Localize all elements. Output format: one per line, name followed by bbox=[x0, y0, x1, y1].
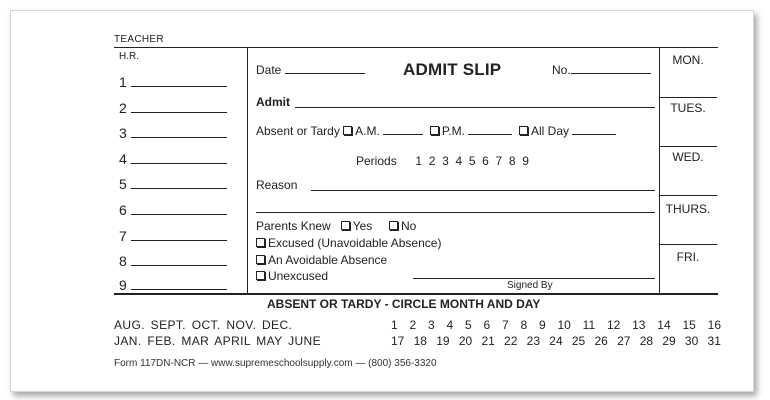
day-number[interactable]: 6 bbox=[483, 318, 491, 332]
day-number[interactable]: 29 bbox=[662, 334, 676, 348]
avoidable-checkbox[interactable] bbox=[256, 255, 265, 264]
day-number[interactable]: 19 bbox=[436, 334, 450, 348]
hr-row-number: 8 bbox=[119, 253, 127, 269]
day-friday[interactable]: FRI. bbox=[676, 250, 700, 264]
day-number[interactable]: 15 bbox=[682, 318, 696, 332]
excused-label: Excused (Unavoidable Absence) bbox=[268, 236, 442, 250]
date-label: Date bbox=[256, 63, 282, 77]
day-number[interactable]: 13 bbox=[632, 318, 646, 332]
form-info: Form 117DN-NCR — www.supremeschoolsupply.com — (800) 356-3320 bbox=[114, 358, 437, 369]
day-number[interactable]: 9 bbox=[539, 318, 546, 332]
number-field[interactable] bbox=[552, 63, 651, 77]
day-number[interactable]: 7 bbox=[502, 318, 509, 332]
reason-line-1[interactable] bbox=[311, 190, 655, 191]
number-line bbox=[571, 63, 651, 74]
hr-row-line bbox=[131, 279, 227, 290]
excused-checkbox[interactable] bbox=[256, 238, 265, 247]
day-number[interactable]: 11 bbox=[582, 318, 596, 332]
day-number[interactable]: 24 bbox=[549, 334, 563, 348]
day-number[interactable]: 4 bbox=[446, 318, 454, 332]
day-separator bbox=[659, 146, 717, 147]
day-number[interactable]: 30 bbox=[684, 334, 699, 348]
unexcused-checkbox[interactable] bbox=[256, 271, 265, 280]
hr-row-6[interactable] bbox=[119, 202, 227, 218]
period-4[interactable]: 4 bbox=[455, 154, 463, 168]
reason-line-2[interactable] bbox=[256, 212, 655, 213]
hr-row-line bbox=[131, 102, 227, 113]
number-label: No. bbox=[552, 63, 571, 77]
day-number[interactable]: 5 bbox=[465, 318, 472, 332]
period-6[interactable]: 6 bbox=[482, 154, 489, 168]
top-rule bbox=[114, 47, 718, 48]
excused-option[interactable] bbox=[256, 236, 441, 250]
period-3[interactable]: 3 bbox=[442, 154, 449, 168]
hr-row-4[interactable] bbox=[119, 151, 227, 167]
day-number[interactable]: 1 bbox=[391, 318, 398, 332]
period-2[interactable]: 2 bbox=[428, 154, 436, 168]
all-day-checkbox[interactable] bbox=[519, 126, 528, 135]
hr-row-number: 4 bbox=[119, 151, 127, 167]
signature-line[interactable] bbox=[413, 278, 655, 279]
date-line bbox=[285, 63, 365, 74]
reason-label: Reason bbox=[256, 178, 298, 192]
day-number[interactable]: 25 bbox=[571, 334, 586, 348]
periods-label: Periods bbox=[356, 154, 397, 168]
hr-row-7[interactable] bbox=[119, 228, 227, 244]
day-number[interactable]: 17 bbox=[391, 334, 405, 348]
day-separator bbox=[659, 244, 717, 245]
day-monday[interactable]: MON. bbox=[672, 53, 704, 67]
teacher-label: TEACHER bbox=[114, 34, 164, 45]
day-number[interactable]: 27 bbox=[617, 334, 631, 348]
day-number[interactable]: 16 bbox=[707, 318, 721, 332]
day-number[interactable]: 12 bbox=[606, 318, 621, 332]
months-row-2[interactable]: JAN. FEB. MAR APRIL MAY JUNE bbox=[114, 334, 322, 348]
period-5[interactable]: 5 bbox=[468, 154, 476, 168]
signed-by-label: Signed By bbox=[507, 280, 553, 291]
all-day-label: All Day bbox=[531, 124, 570, 138]
no-label: No bbox=[400, 219, 417, 233]
periods-row bbox=[356, 154, 529, 168]
hr-row-number: 1 bbox=[119, 74, 127, 90]
day-separator bbox=[659, 195, 717, 196]
left-divider bbox=[247, 47, 248, 293]
pm-line bbox=[468, 124, 512, 135]
am-label: A.M. bbox=[355, 124, 380, 138]
hr-row-5[interactable] bbox=[119, 176, 227, 192]
day-thursday[interactable]: THURS. bbox=[665, 202, 711, 216]
hr-row-9[interactable] bbox=[119, 277, 227, 293]
am-checkbox[interactable] bbox=[343, 126, 352, 135]
day-number[interactable]: 31 bbox=[707, 334, 721, 348]
day-number[interactable]: 14 bbox=[657, 318, 671, 332]
hr-row-number: 9 bbox=[119, 277, 127, 293]
hr-row-line bbox=[131, 230, 227, 241]
absent-tardy-row bbox=[256, 124, 616, 138]
day-wednesday[interactable]: WED. bbox=[672, 150, 704, 164]
hr-row-line bbox=[131, 204, 227, 215]
hr-row-number: 5 bbox=[119, 176, 127, 192]
hr-row-number: 7 bbox=[119, 228, 127, 244]
day-number[interactable]: 28 bbox=[639, 334, 654, 348]
yes-checkbox[interactable] bbox=[341, 221, 350, 230]
day-number[interactable]: 22 bbox=[504, 334, 518, 348]
period-9[interactable]: 9 bbox=[522, 154, 529, 168]
day-tuesday[interactable]: TUES. bbox=[670, 101, 706, 115]
absent-tardy-label: Absent or Tardy bbox=[256, 124, 340, 138]
months-row-1[interactable]: AUG. SEPT. OCT. NOV. DEC. bbox=[114, 318, 293, 332]
no-checkbox[interactable] bbox=[389, 221, 398, 230]
hr-row-line bbox=[131, 255, 227, 266]
pm-checkbox[interactable] bbox=[430, 126, 439, 135]
day-number[interactable]: 3 bbox=[428, 318, 435, 332]
pm-label: P.M. bbox=[441, 124, 465, 138]
bottom-rule bbox=[114, 293, 718, 295]
period-8[interactable]: 8 bbox=[508, 154, 516, 168]
period-7[interactable]: 7 bbox=[495, 154, 503, 168]
admit-label: Admit bbox=[256, 95, 290, 109]
hr-row-number: 3 bbox=[119, 125, 127, 141]
day-number[interactable]: 21 bbox=[481, 334, 495, 348]
days-row-1 bbox=[391, 318, 721, 332]
avoidable-label: An Avoidable Absence bbox=[268, 253, 388, 267]
day-number[interactable]: 18 bbox=[413, 334, 427, 348]
am-line bbox=[383, 124, 423, 135]
admit-line[interactable] bbox=[295, 107, 655, 108]
day-number[interactable]: 20 bbox=[458, 334, 473, 348]
hr-row-3[interactable] bbox=[119, 125, 227, 141]
day-number[interactable]: 26 bbox=[594, 334, 608, 348]
hr-row-2[interactable] bbox=[119, 100, 227, 116]
period-1[interactable]: 1 bbox=[415, 154, 423, 168]
page-title: ADMIT SLIP bbox=[403, 60, 502, 79]
day-number[interactable]: 2 bbox=[409, 318, 417, 332]
parents-knew-label: Parents Knew bbox=[256, 219, 331, 233]
circle-month-day-heading: ABSENT OR TARDY - CIRCLE MONTH AND DAY bbox=[267, 297, 541, 311]
unexcused-label: Unexcused bbox=[268, 269, 329, 283]
hr-row-line bbox=[131, 76, 227, 87]
day-number[interactable]: 10 bbox=[557, 318, 571, 332]
hr-row-8[interactable] bbox=[119, 253, 227, 269]
parents-knew-row bbox=[256, 219, 416, 233]
hr-row-number: 6 bbox=[119, 202, 127, 218]
hr-row-line bbox=[131, 153, 227, 164]
avoidable-option[interactable] bbox=[256, 253, 387, 267]
day-number[interactable]: 8 bbox=[520, 318, 528, 332]
hr-row-1[interactable] bbox=[119, 74, 227, 90]
hr-row-line bbox=[131, 127, 227, 138]
day-separator bbox=[659, 97, 717, 98]
day-number[interactable]: 23 bbox=[526, 334, 541, 348]
hr-row-line bbox=[131, 178, 227, 189]
yes-label: Yes bbox=[352, 219, 373, 233]
date-field[interactable] bbox=[256, 63, 365, 77]
days-row-2 bbox=[391, 334, 721, 348]
admit-slip-card bbox=[10, 10, 754, 392]
hr-row-number: 2 bbox=[119, 100, 127, 116]
hr-label: H.R. bbox=[119, 51, 139, 62]
unexcused-option[interactable] bbox=[256, 269, 328, 283]
all-day-line bbox=[572, 124, 616, 135]
